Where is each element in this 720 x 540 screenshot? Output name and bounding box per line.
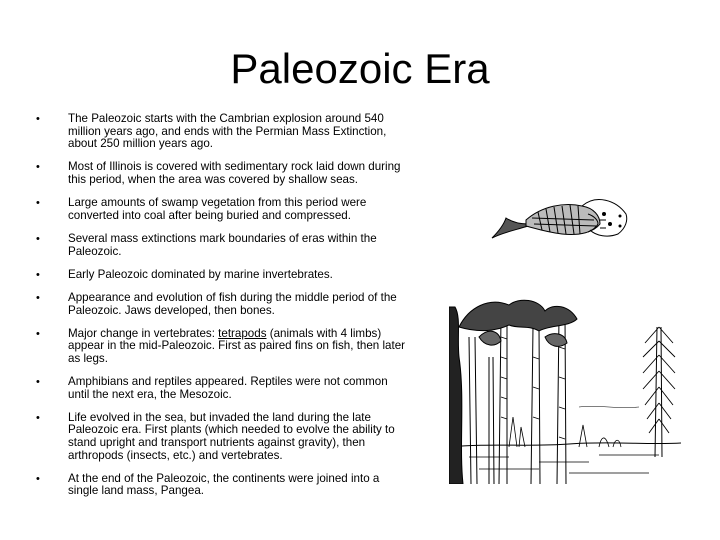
bullet-list (36, 113, 411, 509)
slide-title: Paleozoic Era (230, 45, 490, 92)
bullet-text-before: Major change in vertebrates: (68, 326, 219, 340)
list-item (36, 269, 411, 282)
list-item (36, 328, 411, 366)
list-item (36, 376, 411, 401)
list-item (36, 161, 411, 186)
list-item (36, 233, 411, 258)
bullet-text: At the end of the Paleozoic, the continents were joined into a single land mass, Pangea. (68, 471, 380, 498)
list-item (36, 292, 411, 317)
bullet-text: Large amounts of swamp vegetation from this period were converted into coal after being buried and compressed. (68, 196, 367, 222)
bullet-text: Early Paleozoic dominated by marine invertebrates. (68, 267, 333, 281)
bullet-icon: • (36, 411, 40, 424)
bullet-icon: • (36, 291, 40, 304)
bullet-icon: • (36, 197, 40, 210)
bullet-icon: • (36, 268, 40, 281)
forest-illustration (449, 297, 681, 484)
bullet-text: Several mass extinctions mark boundaries of eras within the Paleozoic. (68, 231, 377, 258)
fish-illustration (482, 180, 630, 260)
bullet-icon: • (36, 472, 40, 485)
bullet-text: The Paleozoic starts with the Cambrian explosion around 540 million years ago, and ends with the Permian Mass Extinction, about 250 million years ago. (68, 112, 387, 151)
bullet-icon: • (36, 161, 40, 174)
bullet-icon: • (36, 376, 40, 389)
bullet-icon: • (36, 327, 40, 340)
bullet-text: Amphibians and reptiles appeared. Reptiles were not common until the next era, the Mesozoic. (68, 375, 388, 401)
list-item (36, 412, 411, 462)
bullet-icon: • (36, 232, 40, 245)
list-item (36, 197, 411, 222)
bullet-text: Appearance and evolution of fish during the middle period of the Paleozoic. Jaws developed, then bones. (68, 290, 397, 317)
list-item (36, 113, 411, 151)
tetrapods-link[interactable]: tetrapods (218, 326, 267, 340)
list-item (36, 473, 411, 498)
bullet-icon: • (36, 113, 40, 125)
bullet-text: Most of Illinois is covered with sedimentary rock laid down during this period, when the area was covered by shallow seas. (68, 160, 401, 186)
bullet-text: Life evolved in the sea, but invaded the land during the late Paleozoic era. First plants (which needed to evolve the ability to stand upright and transport nutrients against gravity), then arthropods (insects, etc.) and vertebrates. (68, 410, 395, 462)
bullet-text-after: (animals with 4 limbs) appear in the mid-Paleozoic. First as paired fins on fish, then later as legs. (68, 326, 406, 365)
